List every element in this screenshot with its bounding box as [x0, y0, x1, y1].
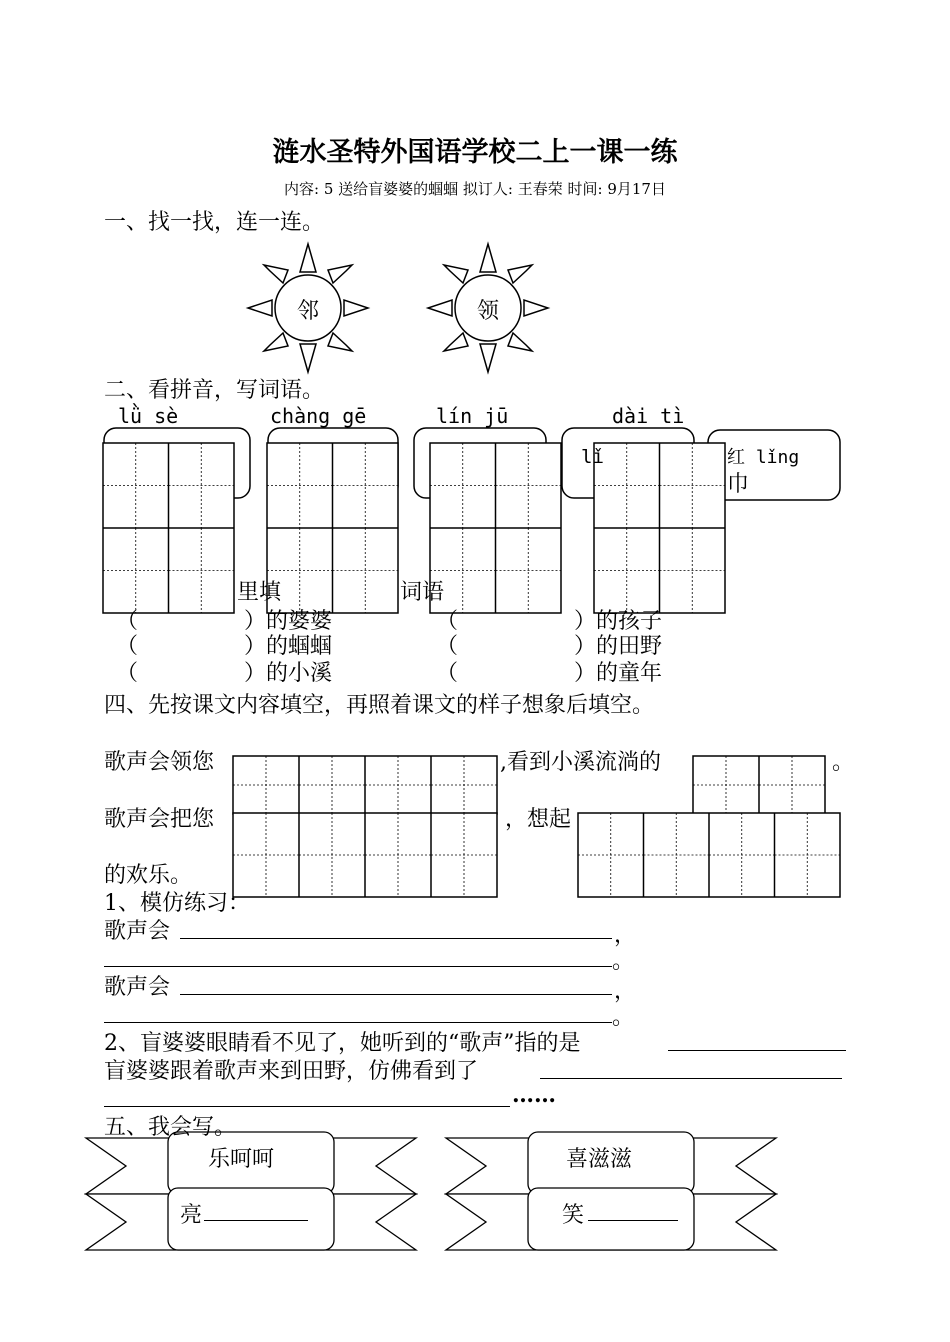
pinyin-4: dài tì: [612, 404, 685, 428]
pinyin-3: lín jū: [436, 404, 509, 428]
comma: ，: [614, 923, 637, 948]
answer-grid[interactable]: [233, 756, 497, 814]
banner-text-1: 乐呵呵: [208, 1147, 275, 1172]
practice-3-question: 盲婆婆跟着歌声来到田野，仿佛看到了: [104, 1059, 479, 1084]
answer-line[interactable]: [104, 1106, 510, 1107]
page-meta: 内容: 5 送给盲婆婆的蝈蝈 拟订人: 王春荣 时间: 9月17日: [284, 180, 666, 198]
answer-line[interactable]: [204, 1220, 308, 1221]
section-1-heading: 一、找一找，连一连。: [104, 210, 325, 235]
line2-start: 歌声会把您: [104, 807, 215, 832]
ribbon-banner: [86, 1188, 416, 1250]
answer-line[interactable]: [104, 1022, 612, 1023]
tianzige-box[interactable]: [594, 443, 725, 613]
cloud-pinyin-partial: lǐ: [581, 446, 604, 468]
phrase-popo: ）的婆婆: [244, 609, 333, 634]
section-3-heading-part: 里填: [237, 580, 282, 605]
line3: 的欢乐。: [104, 863, 193, 888]
answer-line[interactable]: [668, 1050, 846, 1051]
cloud-char-jin: 巾: [727, 472, 750, 497]
banner-text-3: 亮: [180, 1203, 203, 1228]
phrase-tongnian: ）的童年: [574, 661, 663, 686]
paren-open: （: [436, 661, 459, 686]
answer-line[interactable]: [104, 966, 612, 967]
line1-mid: ,看到小溪流淌的: [500, 750, 661, 775]
sun-char-1: 邻: [297, 299, 320, 324]
answer-line[interactable]: [588, 1220, 678, 1221]
practice-1-label: 1、模仿练习：: [104, 891, 250, 916]
practice-2-question: 2、盲婆婆眼睛看不见了，她听到的“歌声”指的是: [104, 1031, 581, 1056]
ellipsis: ……: [512, 1082, 556, 1108]
pinyin-2: chàng gē: [270, 404, 367, 428]
answer-line[interactable]: [180, 994, 612, 995]
phrase-xiaoxi: ）的小溪: [244, 661, 333, 686]
banners: [86, 1132, 776, 1250]
phrase-guoguo: ）的蝈蝈: [244, 634, 333, 659]
pinyin-1: lǜ sè: [118, 404, 179, 428]
paren-open: （: [116, 661, 139, 686]
paren-open: （: [436, 609, 459, 634]
banner-text-2: 喜滋滋: [566, 1147, 633, 1172]
line1-end: 。: [832, 750, 855, 775]
answer-grid[interactable]: [233, 813, 497, 897]
answer-line[interactable]: [180, 938, 612, 939]
period: 。: [612, 949, 635, 974]
tianzige-box[interactable]: [103, 443, 234, 613]
line2-mid: ，想起: [505, 807, 572, 832]
period: 。: [612, 1005, 635, 1030]
section-4-heading: 四、先按课文内容填空，再照着课文的样子想象后填空。: [104, 693, 655, 718]
answer-grid[interactable]: [578, 813, 840, 897]
cloud-pinyin-hongling: 红 lǐng: [727, 447, 800, 468]
line1-start: 歌声会领您: [104, 750, 215, 775]
phrase-tianye: ）的田野: [574, 634, 663, 659]
sun-char-2: 领: [477, 299, 500, 324]
section-5-heading: 五、我会写。: [104, 1115, 237, 1140]
tianzige-box[interactable]: [430, 443, 561, 613]
ribbon-banner: [446, 1188, 776, 1250]
page-title: 涟水圣特外国语学校二上一课一练: [272, 137, 678, 168]
section-2-heading: 二、看拼音，写词语。: [104, 378, 325, 403]
paren-open: （: [116, 634, 139, 659]
sing-label-2: 歌声会: [104, 975, 171, 1000]
answer-line[interactable]: [540, 1078, 842, 1079]
banner-text-4: 笑: [562, 1203, 585, 1228]
phrase-haizi: ）的孩子: [574, 609, 663, 634]
tianzige-box[interactable]: [267, 443, 398, 613]
paren-open: （: [436, 634, 459, 659]
sing-label-1: 歌声会: [104, 919, 171, 944]
answer-grid[interactable]: [693, 756, 825, 814]
section-3-heading-part-2: 词语: [400, 580, 445, 605]
comma: ，: [614, 979, 637, 1004]
paren-open: （: [116, 609, 139, 634]
